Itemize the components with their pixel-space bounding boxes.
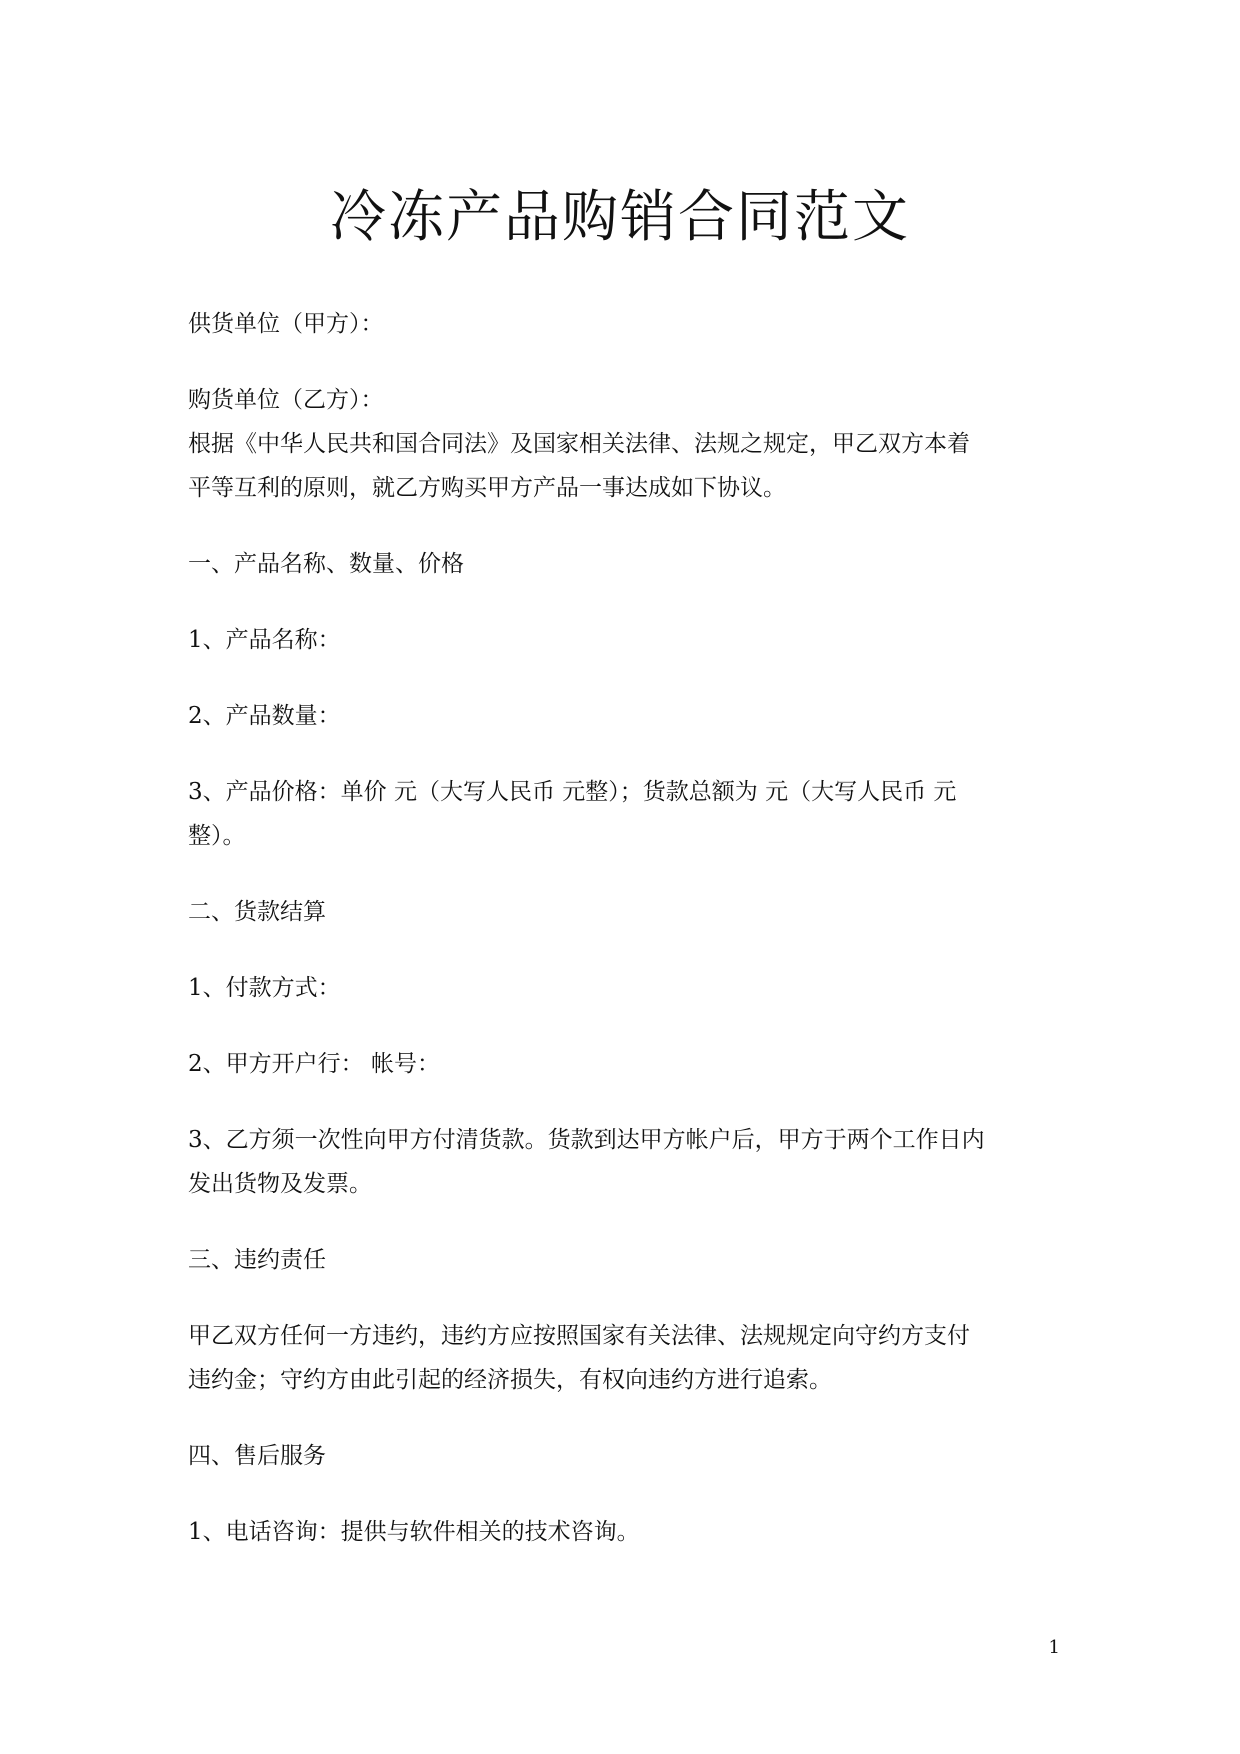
preamble-line-2: 平等互利的原则，就乙方购买甲方产品一事达成如下协议。 bbox=[188, 475, 786, 501]
section-4-item-1: 1、电话咨询：提供与软件相关的技术咨询。 bbox=[188, 1519, 640, 1545]
section-2-heading: 二、货款结算 bbox=[188, 899, 326, 925]
section-2-item-3-line-1: 3、乙方须一次性向甲方付清货款。货款到达甲方帐户后，甲方于两个工作日内 bbox=[188, 1127, 985, 1153]
section-1-item-2: 2、产品数量： bbox=[188, 703, 341, 729]
section-2-item-3-line-2: 发出货物及发票。 bbox=[188, 1171, 372, 1197]
document-title: 冷冻产品购销合同范文 bbox=[330, 185, 910, 250]
section-4-heading: 四、售后服务 bbox=[188, 1443, 326, 1469]
section-1-item-3-line-1: 3、产品价格：单价 元（大写人民币 元整）；货款总额为 元（大写人民币 元 bbox=[188, 779, 957, 805]
buyer-line: 购货单位（乙方）： bbox=[188, 387, 384, 413]
preamble-line-1: 根据《中华人民共和国合同法》及国家相关法律、法规之规定，甲乙双方本着 bbox=[188, 431, 970, 457]
section-1-heading: 一、产品名称、数量、价格 bbox=[188, 551, 464, 577]
section-3-heading: 三、违约责任 bbox=[188, 1247, 326, 1273]
section-1-item-1: 1、产品名称： bbox=[188, 627, 341, 653]
section-2-item-2: 2、甲方开户行： 帐号： bbox=[188, 1051, 440, 1077]
section-3-body-line-2: 违约金；守约方由此引起的经济损失，有权向违约方进行追索。 bbox=[188, 1367, 832, 1393]
section-3-body-line-1: 甲乙双方任何一方违约，违约方应按照国家有关法律、法规规定向守约方支付 bbox=[188, 1323, 970, 1349]
page-number: 1 bbox=[1048, 1637, 1060, 1658]
section-1-item-3-line-2: 整）。 bbox=[188, 823, 246, 849]
supplier-line: 供货单位（甲方）： bbox=[188, 311, 384, 337]
section-2-item-1: 1、付款方式： bbox=[188, 975, 341, 1001]
